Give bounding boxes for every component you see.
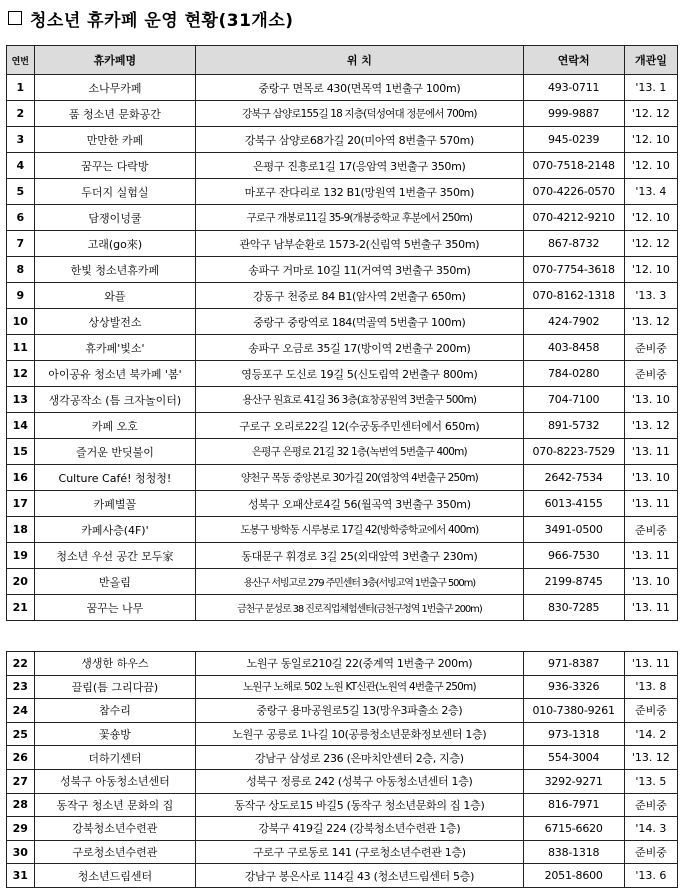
title-text: 청소년 휴카페 운영 현황(31개소) <box>30 10 294 31</box>
cafe-name: 성북구 아동청소년센터 <box>34 769 196 793</box>
row-number: 19 <box>7 543 35 569</box>
table-row <box>7 179 678 205</box>
location: 노원구 공릉로 1나길 10(공릉청소년문화정보센터 1층) <box>196 722 523 746</box>
table-row <box>7 746 678 770</box>
header-location: 위 치 <box>196 46 523 75</box>
table-row <box>7 387 678 413</box>
opening-date: 준비중 <box>624 361 677 387</box>
row-number: 14 <box>7 413 35 439</box>
opening-date: '13. 5 <box>624 769 677 793</box>
row-number: 15 <box>7 439 35 465</box>
row-number: 8 <box>7 257 35 283</box>
opening-date: '13. 12 <box>624 746 677 770</box>
table-row <box>7 465 678 491</box>
table-row <box>7 769 678 793</box>
table-row <box>7 652 678 676</box>
table-row <box>7 722 678 746</box>
row-number: 2 <box>7 101 35 127</box>
location: 도봉구 방학동 시루봉로 17길 42(방학중학교에서 400m) <box>196 517 523 543</box>
row-number: 29 <box>7 817 35 841</box>
location: 양천구 목동 중앙본로 30가길 20(염창역 4번출구 250m) <box>196 465 523 491</box>
table-row <box>7 101 678 127</box>
opening-date: '13. 12 <box>624 413 677 439</box>
table-row <box>7 569 678 595</box>
cafe-name: 청소년 우선 공간 모두家 <box>34 543 196 569</box>
row-number: 4 <box>7 153 35 179</box>
contact-number: 704-7100 <box>523 387 624 413</box>
contact-number: 493-0711 <box>523 75 624 101</box>
location: 강남구 봉은사로 114길 43 (청소년드림센터 5층) <box>196 864 523 888</box>
cafe-name: 두더지 실험실 <box>34 179 196 205</box>
cafe-name: 끌림(틈 그리다끔) <box>34 675 196 699</box>
cafe-name: 강북청소년수련관 <box>34 817 196 841</box>
contact-number: 554-3004 <box>523 746 624 770</box>
opening-date: '13. 8 <box>624 675 677 699</box>
row-number: 3 <box>7 127 35 153</box>
cafe-name: 상상발전소 <box>34 309 196 335</box>
row-number: 24 <box>7 699 35 723</box>
location: 동작구 상도로15 바길5 (동작구 청소년문화의 집 1층) <box>196 793 523 817</box>
cafe-name: 즐거운 반딧불이 <box>34 439 196 465</box>
contact-number: 867-8732 <box>523 231 624 257</box>
table-row <box>7 309 678 335</box>
table-row <box>7 439 678 465</box>
row-number: 22 <box>7 652 35 676</box>
row-number: 7 <box>7 231 35 257</box>
table-row <box>7 793 678 817</box>
row-number: 9 <box>7 283 35 309</box>
row-number: 13 <box>7 387 35 413</box>
location: 용산구 원효로 41길 36 3층(효창공원역 3번출구 500m) <box>196 387 523 413</box>
cafe-name: Culture Café! 청청청! <box>34 465 196 491</box>
contact-number: 070-8162-1318 <box>523 283 624 309</box>
contact-number: 816-7971 <box>523 793 624 817</box>
location: 강동구 천중로 84 B1(암사역 2번출구 650m) <box>196 283 523 309</box>
opening-date: '13. 6 <box>624 864 677 888</box>
location: 금천구 문성로 38 진로직업체험센터(금천구청역 1번출구 200m) <box>196 595 523 621</box>
cafe-name: 꽃숑방 <box>34 722 196 746</box>
opening-date: '13. 10 <box>624 569 677 595</box>
location: 중랑구 중랑역로 184(먹골역 5번출구 100m) <box>196 309 523 335</box>
contact-number: 973-1318 <box>523 722 624 746</box>
location: 송파구 오금로 35길 17(방이역 2번출구 200m) <box>196 335 523 361</box>
table-row <box>7 595 678 621</box>
opening-date: '14. 3 <box>624 817 677 841</box>
header-cafe-name: 휴카페명 <box>34 46 196 75</box>
opening-date: 준비중 <box>624 335 677 361</box>
cafe-name: 생각공작소 (틈 크자놀이터) <box>34 387 196 413</box>
row-number: 16 <box>7 465 35 491</box>
cafe-name: 반올림 <box>34 569 196 595</box>
table-row <box>7 675 678 699</box>
row-number: 31 <box>7 864 35 888</box>
contact-number: 784-0280 <box>523 361 624 387</box>
opening-date: 준비중 <box>624 699 677 723</box>
location: 용산구 서빙고로 279 주민센터 3층(서빙고역 1번출구 500m) <box>196 569 523 595</box>
cafe-name: 꿈꾸는 다락방 <box>34 153 196 179</box>
location: 성북구 정릉로 242 (성북구 아동청소년센터 1층) <box>196 769 523 793</box>
location: 은평구 은평로 21길 32 1층(녹번역 5번출구 400m) <box>196 439 523 465</box>
location: 성북구 오패산로4길 56(월곡역 3번출구 350m) <box>196 491 523 517</box>
cafe-name: 소나무카페 <box>34 75 196 101</box>
cafe-name: 꿈꾸는 나무 <box>34 595 196 621</box>
contact-number: 999-9887 <box>523 101 624 127</box>
table-row <box>7 75 678 101</box>
opening-date: '12. 10 <box>624 205 677 231</box>
cafe-name: 카페사층(4F)' <box>34 517 196 543</box>
row-number: 6 <box>7 205 35 231</box>
location: 송파구 거마로 10길 11(거여역 3번출구 350m) <box>196 257 523 283</box>
cafe-name: 참수리 <box>34 699 196 723</box>
location: 마포구 잔다리로 132 B1(망원역 1번출구 350m) <box>196 179 523 205</box>
cafe-name: 담쟁이넝쿨 <box>34 205 196 231</box>
page-title <box>6 4 294 32</box>
location: 중랑구 면목로 430(면목역 1번출구 100m) <box>196 75 523 101</box>
cafe-name: 더하기센터 <box>34 746 196 770</box>
opening-date: '12. 10 <box>624 153 677 179</box>
contact-number: 971-8387 <box>523 652 624 676</box>
contact-number: 3292-9271 <box>523 769 624 793</box>
cafe-name: 생생한 하우스 <box>34 652 196 676</box>
row-number: 30 <box>7 840 35 864</box>
opening-date: '13. 10 <box>624 465 677 491</box>
opening-date: '13. 12 <box>624 309 677 335</box>
opening-date: 준비중 <box>624 840 677 864</box>
opening-date: '12. 10 <box>624 257 677 283</box>
row-number: 21 <box>7 595 35 621</box>
contact-number: 830-7285 <box>523 595 624 621</box>
opening-date: 준비중 <box>624 793 677 817</box>
row-number: 18 <box>7 517 35 543</box>
contact-number: 2199-8745 <box>523 569 624 595</box>
table-row <box>7 817 678 841</box>
contact-number: 403-8458 <box>523 335 624 361</box>
opening-date: '13. 11 <box>624 439 677 465</box>
row-number: 25 <box>7 722 35 746</box>
location: 중랑구 용마공원로5길 13(망우3파출소 2층) <box>196 699 523 723</box>
table-row <box>7 864 678 888</box>
opening-date: '12. 12 <box>624 231 677 257</box>
contact-number: 2642-7534 <box>523 465 624 491</box>
location: 관악구 남부순환로 1573-2(신림역 5번출구 350m) <box>196 231 523 257</box>
opening-date: '13. 10 <box>624 387 677 413</box>
cafe-name: 와플 <box>34 283 196 309</box>
location: 구로구 오리로22길 12(수궁동주민센터에서 650m) <box>196 413 523 439</box>
table-row <box>7 361 678 387</box>
location: 구로구 개봉로11길 35-9(개봉중학교 후분에서 250m) <box>196 205 523 231</box>
contact-number: 070-7754-3618 <box>523 257 624 283</box>
row-number: 11 <box>7 335 35 361</box>
contact-number: 3491-0500 <box>523 517 624 543</box>
row-number: 1 <box>7 75 35 101</box>
table-row <box>7 231 678 257</box>
table-row <box>7 517 678 543</box>
cafe-name: 동작구 청소년 문화의 집 <box>34 793 196 817</box>
cafe-name: 고래(go來) <box>34 231 196 257</box>
contact-number: 2051-8600 <box>523 864 624 888</box>
cafe-name: 구로청소년수련관 <box>34 840 196 864</box>
row-number: 12 <box>7 361 35 387</box>
cafe-name: 청소년드림센터 <box>34 864 196 888</box>
opening-date: '13. 3 <box>624 283 677 309</box>
opening-date: '12. 10 <box>624 127 677 153</box>
opening-date: '13. 11 <box>624 491 677 517</box>
contact-number: 070-7518-2148 <box>523 153 624 179</box>
opening-date: '13. 11 <box>624 595 677 621</box>
row-number: 26 <box>7 746 35 770</box>
cafe-name: 카페 오호 <box>34 413 196 439</box>
cafe-table-main <box>6 45 678 621</box>
contact-number: 010-7380-9261 <box>523 699 624 723</box>
cafe-name: 아이공유 청소년 북카페 '봄' <box>34 361 196 387</box>
location: 강북구 삼양로155길 18 지층(덕성여대 정문에서 700m) <box>196 101 523 127</box>
table-row <box>7 257 678 283</box>
contact-number: 6013-4155 <box>523 491 624 517</box>
contact-number: 966-7530 <box>523 543 624 569</box>
location: 강북구 삼양로68가길 20(미아역 8번출구 570m) <box>196 127 523 153</box>
opening-date: '14. 2 <box>624 722 677 746</box>
contact-number: 936-3326 <box>523 675 624 699</box>
opening-date: '13. 11 <box>624 652 677 676</box>
cafe-name: 카페별꼴 <box>34 491 196 517</box>
location: 노원구 노해로 502 노원 KT신관(노원역 4번출구 250m) <box>196 675 523 699</box>
cafe-name: 휴카페'빛소' <box>34 335 196 361</box>
header-contact: 연락처 <box>523 46 624 75</box>
table-header-row <box>7 46 678 75</box>
contact-number: 070-8223-7529 <box>523 439 624 465</box>
location: 영등포구 도신로 19길 5(신도림역 2번출구 800m) <box>196 361 523 387</box>
header-number: 연번 <box>7 46 35 75</box>
row-number: 20 <box>7 569 35 595</box>
row-number: 5 <box>7 179 35 205</box>
cafe-name: 한빛 청소년휴카페 <box>34 257 196 283</box>
checkbox-square-icon <box>8 11 22 25</box>
row-number: 10 <box>7 309 35 335</box>
location: 동대문구 휘경로 3길 25(외대앞역 3번출구 230m) <box>196 543 523 569</box>
contact-number: 891-5732 <box>523 413 624 439</box>
cafe-name: 품 청소년 문화공간 <box>34 101 196 127</box>
contact-number: 070-4212-9210 <box>523 205 624 231</box>
table-row <box>7 543 678 569</box>
header-opening-date: 개관일 <box>624 46 677 75</box>
table-row <box>7 127 678 153</box>
row-number: 23 <box>7 675 35 699</box>
row-number: 28 <box>7 793 35 817</box>
table-row <box>7 205 678 231</box>
table-row <box>7 413 678 439</box>
opening-date: '13. 11 <box>624 543 677 569</box>
location: 노원구 동일로210길 22(중계역 1번출구 200m) <box>196 652 523 676</box>
table-row <box>7 491 678 517</box>
opening-date: '13. 1 <box>624 75 677 101</box>
location: 은평구 진흥로1길 17(응암역 3번출구 350m) <box>196 153 523 179</box>
table-row <box>7 283 678 309</box>
cafe-name: 만만한 카페 <box>34 127 196 153</box>
opening-date: '12. 12 <box>624 101 677 127</box>
table-row <box>7 840 678 864</box>
table-row <box>7 335 678 361</box>
contact-number: 424-7902 <box>523 309 624 335</box>
location: 강북구 419길 224 (강북청소년수련관 1층) <box>196 817 523 841</box>
table-row <box>7 153 678 179</box>
table-row <box>7 699 678 723</box>
opening-date: 준비중 <box>624 517 677 543</box>
contact-number: 838-1318 <box>523 840 624 864</box>
row-number: 17 <box>7 491 35 517</box>
opening-date: '13. 4 <box>624 179 677 205</box>
contact-number: 945-0239 <box>523 127 624 153</box>
location: 강남구 삼성로 236 (은마치안센터 2층, 지층) <box>196 746 523 770</box>
row-number: 27 <box>7 769 35 793</box>
cafe-table-continued <box>6 651 678 888</box>
location: 구로구 구로동로 141 (구로청소년수련관 1층) <box>196 840 523 864</box>
contact-number: 070-4226-0570 <box>523 179 624 205</box>
contact-number: 6715-6620 <box>523 817 624 841</box>
